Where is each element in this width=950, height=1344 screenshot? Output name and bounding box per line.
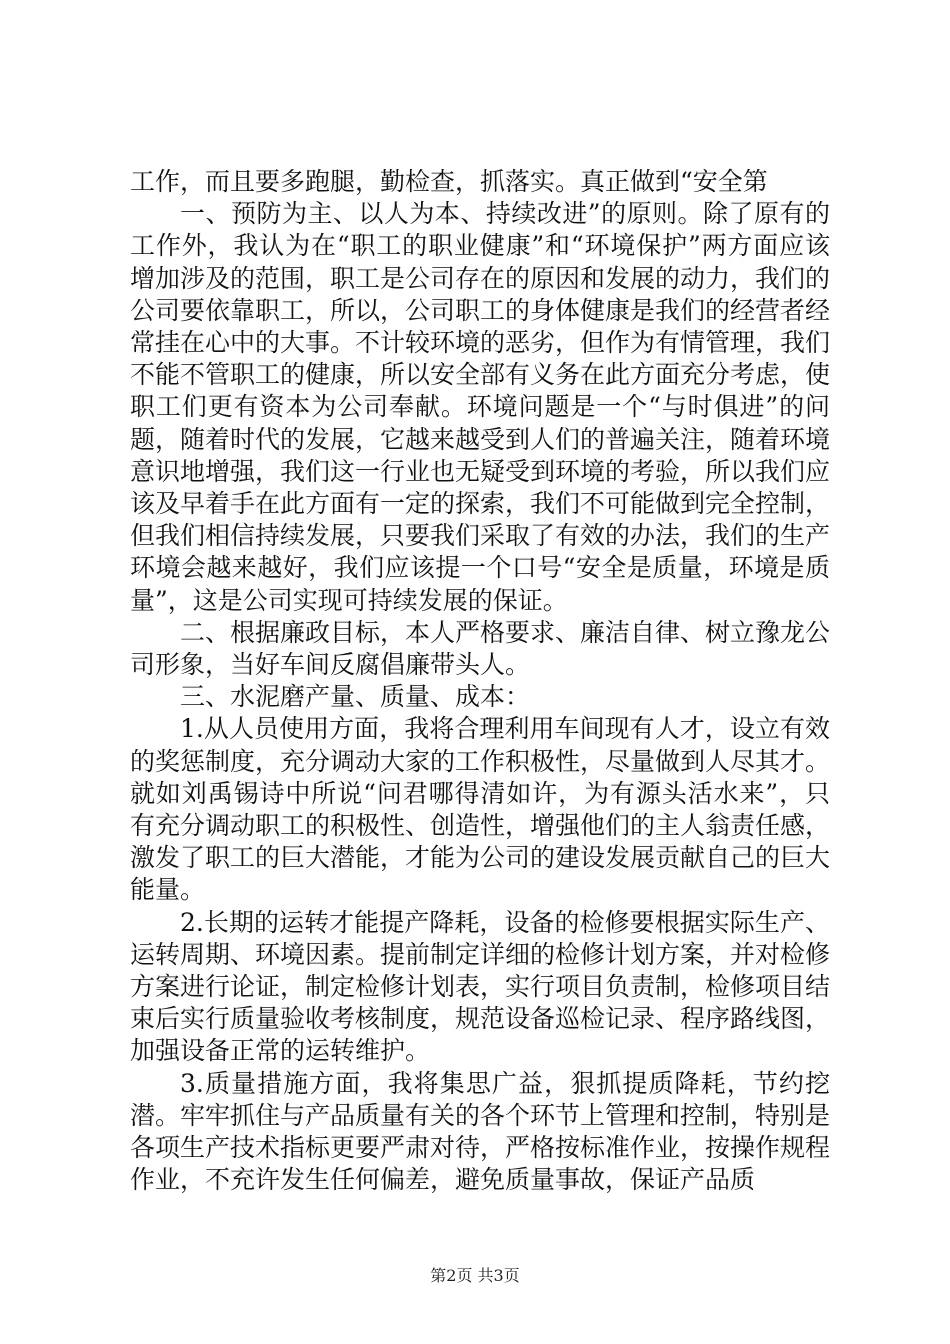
paragraph-1: 工作，而且要多跑腿，勤检查，抓落实。真正做到“安全第 (130, 167, 768, 196)
paragraph-7: 3.质量措施方面，我将集思广益，狠抓提质降耗，节约挖潜。牢牢抓住与产品质量有关的各个环节上管理和控制，特别是各项生产技术指标更要严肃对待，严格按标准作业，按操作规程作业，不充许发生任何偏差，避免质量事故，保证产品质 (130, 1068, 831, 1195)
page-number-label: 第2页 共3页 (430, 1266, 520, 1285)
paragraph-4: 三、水泥磨产量、质量、成本： (180, 682, 531, 712)
paragraph-5: 1.从人员使用方面，我将合理利用车间现有人才，设立有效的奖惩制度，充分调动大家的工作积极性，尽量做到人尽其才。就如刘禹锡诗中所说“问君哪得清如许，为有源头活水来”，只有充分调动职工的积极性、创造性，增强他们的主人翁责任感，激发了职工的巨大潜能，才能为公司的建设发展贡献自己的巨大能量。 (130, 714, 831, 905)
page-footer (0, 1266, 950, 1286)
paragraph-3: 二、根据廉政目标，本人严格要求、廉洁自律、树立豫龙公司形象，当好车间反腐倡廉带头人。 (130, 617, 831, 680)
paragraph-6: 2.长期的运转才能提产降耗，设备的检修要根据实际生产、运转周期、环境因素。提前制定详细的检修计划方案，并对检修方案进行论证，制定检修计划表，实行项目负责制，检修项目结束后实行质量验收考核制度，规范设备巡检记录、程序路线图，加强设备正常的运转维护。 (130, 907, 831, 1066)
document-body (130, 166, 830, 1197)
paragraph-2: 一、预防为主、以人为本、持续改进”的原则。除了原有的工作外，我认为在“职工的职业健康”和“环境保护”两方面应该增加涉及的范围，职工是公司存在的原因和发展的动力，我们的公司要依靠职工，所以，公司职工的身体健康是我们的经营者经常挂在心中的大事。不计较环境的恶劣，但作为有情管理，我们不能不管职工的健康，所以安全部有义务在此方面充分考虑，使职工们更有资本为公司奉献。环境问题是一个“与时俱进”的问题，随着时代的发展，它越来越受到人们的普遍关注，随着环境意识地增强，我们这一行业也无疑受到环境的考验，所以我们应该及早着手在此方面有一定的探索，我们不可能做到完全控制，但我们相信持续发展，只要我们采取了有效的办法，我们的生产环境会越来越好，我们应该提一个口号“安全是质量，环境是质量”，这是公司实现可持续发展的保证。 (130, 199, 831, 615)
